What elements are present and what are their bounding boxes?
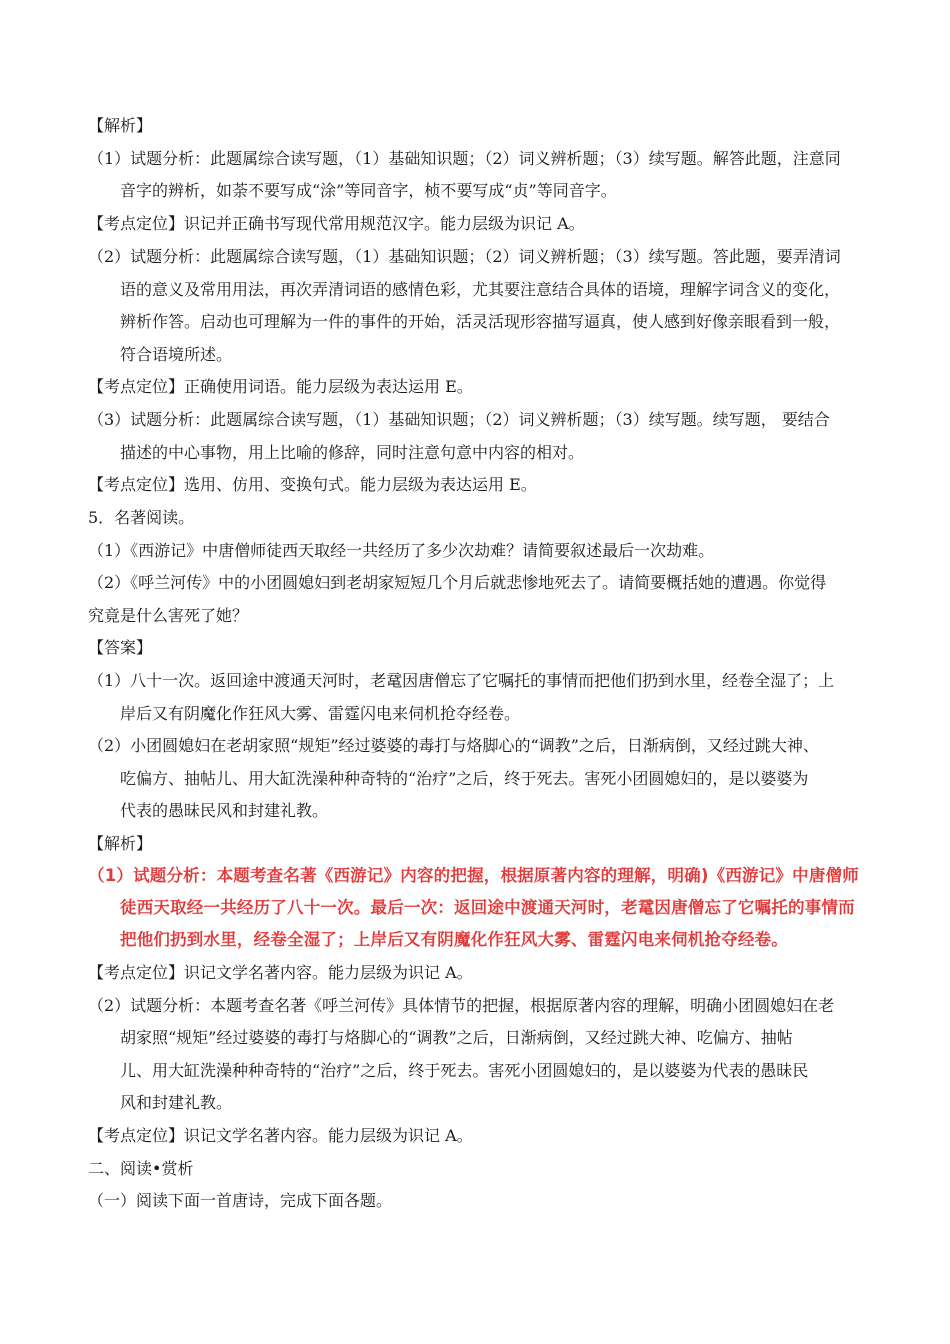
- analysis-2-line-1: （2）试题分析：此题属综合读写题，（1）基础知识题；（2）词义辨析题；（3）续写题。答此题，要弄清词: [88, 247, 841, 266]
- exam-point-2: 【考点定位】正确使用词语。能力层级为表达运用 E。: [88, 377, 473, 396]
- analysis-1-line-1: （1）试题分析：此题属综合读写题，（1）基础知识题；（2）词义辨析题；（3）续写题。解答此题，注意同: [88, 149, 841, 168]
- analysis-3-line-1: （3）试题分析：此题属综合读写题，（1）基础知识题；（2）词义辨析题；（3）续写题。续写题， 要结合: [88, 410, 830, 429]
- section-heading-answer: 【答案】: [88, 638, 153, 657]
- analysis-1-line-2: 音字的辨析，如荼不要写成“涂”等同音字，桢不要写成“贞”等同音字。: [120, 181, 617, 200]
- answer-1-line-2: 岸后又有阴魔化作狂风大雾、雷霆闪电来伺机抢夺经卷。: [120, 704, 521, 723]
- analysis-5-2-line-1: （2）试题分析：本题考查名著《呼兰河传》具体情节的把握，根据原著内容的理解，明确小团圆媳妇在老: [88, 996, 835, 1015]
- red-analysis-line-1: （1）试题分析：本题考查名著《西游记》内容的把握，根据原著内容的理解，明确)《西游记》中唐僧师: [88, 866, 859, 885]
- question-5-1: （1）《西游记》中唐僧师徒西天取经一共经历了多少次劫难？请简要叙述最后一次劫难。: [88, 541, 715, 560]
- exam-point-4: 【考点定位】识记文学名著内容。能力层级为识记 A。: [88, 963, 473, 982]
- exam-point-5: 【考点定位】识记文学名著内容。能力层级为识记 A。: [88, 1126, 473, 1145]
- exam-point-3: 【考点定位】选用、仿用、变换句式。能力层级为表达运用 E。: [88, 475, 537, 494]
- question-5-2-line-1: （2）《呼兰河传》中的小团圆媳妇到老胡家短短几个月后就悲惨地死去了。请简要概括她的遭遇。你觉得: [88, 573, 827, 592]
- red-analysis-line-3: 把他们扔到水里，经卷全湿了；上岸后又有阴魔化作狂风大雾、雷霆闪电来伺机抢夺经卷。: [120, 930, 788, 949]
- answer-2-line-3: 代表的愚昧民风和封建礼教。: [120, 801, 329, 820]
- analysis-3-line-2: 描述的中心事物，用上比喻的修辞，同时注意句意中内容的相对。: [120, 443, 585, 462]
- analysis-5-2-line-4: 风和封建礼教。: [120, 1093, 233, 1112]
- section-heading-analysis: 【解析】: [88, 116, 153, 135]
- section-heading-analysis-2: 【解析】: [88, 834, 153, 853]
- analysis-5-2-line-2: 胡家照“规矩”经过婆婆的毒打与烙脚心的“调教”之后，日渐病倒，又经过跳大神、吃偏方、抽帖: [120, 1028, 793, 1047]
- question-5-2-line-2: 究竟是什么害死了她？: [88, 606, 249, 625]
- red-analysis-line-2: 徒西天取经一共经历了八十一次。最后一次：返回途中渡通天河时，老鼋因唐僧忘了它嘱托的事情而: [120, 898, 855, 917]
- question-5-title: 5．名著阅读。: [88, 508, 195, 527]
- subsection-1-heading: （一）阅读下面一首唐诗，完成下面各题。: [88, 1191, 393, 1210]
- analysis-5-2-line-3: 儿、用大缸洗澡种种奇特的“治疗”之后，终于死去。害死小团圆媳妇的，是以婆婆为代表的愚昧民: [120, 1061, 809, 1080]
- answer-2-line-2: 吃偏方、抽帖儿、用大缸洗澡种种奇特的“治疗”之后，终于死去。害死小团圆媳妇的，是以婆婆为: [120, 769, 809, 788]
- analysis-2-line-4: 符合语境所述。: [120, 345, 233, 364]
- analysis-2-line-3: 辨析作答。启动也可理解为一件的事件的开始，活灵活现形容描写逼真，使人感到好像亲眼看到一般，: [120, 312, 841, 331]
- exam-point-1: 【考点定位】识记并正确书写现代常用规范汉字。能力层级为识记 A。: [88, 214, 585, 233]
- section-2-heading: 二、阅读•赏析: [88, 1159, 194, 1178]
- answer-1-line-1: （1）八十一次。返回途中渡通天河时，老鼋因唐僧忘了它嘱托的事情而把他们扔到水里，经卷全湿了；上: [88, 671, 835, 690]
- answer-2-line-1: （2）小团圆媳妇在老胡家照“规矩”经过婆婆的毒打与烙脚心的“调教”之后，日渐病倒，又经过跳大神、: [88, 736, 819, 755]
- analysis-2-line-2: 语的意义及常用用法，再次弄清词语的感情色彩，尤其要注意结合具体的语境，理解字词含义的变化，: [120, 280, 841, 299]
